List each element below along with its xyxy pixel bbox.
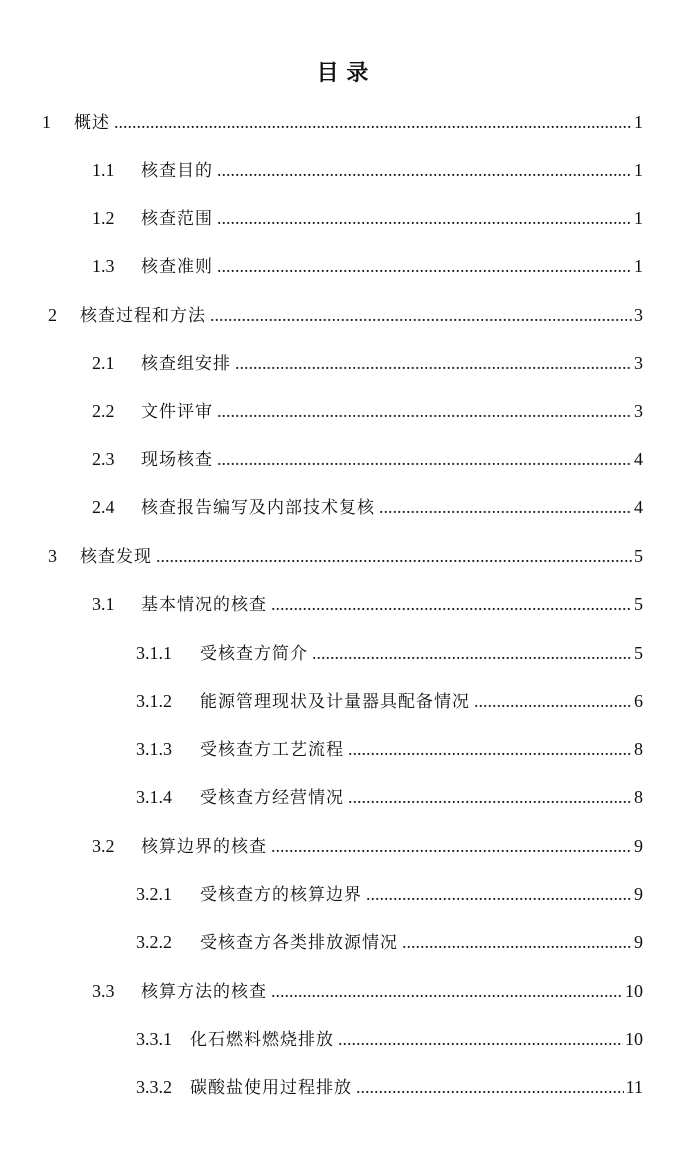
toc-leader-dots	[366, 882, 632, 906]
toc-entry-number: 2.2	[92, 401, 115, 421]
toc-entry-page: 5	[634, 643, 643, 663]
toc-entry[interactable]	[92, 254, 643, 278]
toc-leader-dots	[210, 303, 632, 327]
toc-entry[interactable]	[92, 399, 643, 423]
toc-entry[interactable]	[136, 737, 643, 761]
toc-entry-number: 3.2.2	[136, 932, 172, 952]
toc-entry-page: 1	[634, 256, 643, 276]
toc-entry[interactable]	[92, 447, 643, 471]
toc-leader-dots	[271, 979, 623, 1003]
toc-entry-label: 碳酸盐使用过程排放	[190, 1078, 352, 1098]
toc-entry-label: 能源管理现状及计量器具配备情况	[200, 692, 470, 712]
toc-entry-number: 2.4	[92, 497, 115, 517]
toc-entry-number: 2.1	[92, 353, 115, 373]
toc-entry-page: 10	[625, 981, 643, 1001]
toc-leader-dots	[356, 1075, 624, 1099]
toc-entry-page: 9	[634, 884, 643, 904]
toc-entry[interactable]	[136, 882, 643, 906]
toc-entry-label: 基本情况的核查	[141, 595, 267, 615]
toc-entry-label: 核查发现	[80, 547, 152, 567]
toc-entry[interactable]	[92, 351, 643, 375]
toc-entry-page: 5	[634, 594, 643, 614]
toc-leader-dots	[338, 1027, 623, 1051]
toc-entry-label: 受核查方各类排放源情况	[200, 933, 398, 953]
toc-entry[interactable]	[48, 303, 643, 327]
toc-entry[interactable]	[92, 592, 643, 616]
toc-entry[interactable]	[136, 1075, 643, 1099]
toc-entry-number: 1.3	[92, 256, 115, 276]
toc-entry[interactable]	[136, 930, 643, 954]
toc-entry-number: 3.3.2	[136, 1077, 172, 1097]
toc-entry-label: 化石燃料燃烧排放	[190, 1030, 334, 1050]
toc-leader-dots	[271, 592, 632, 616]
toc-entry-page: 4	[634, 449, 643, 469]
toc-entry[interactable]	[92, 158, 643, 182]
toc-entry-number: 3.1.1	[136, 643, 172, 663]
toc-leader-dots	[217, 447, 632, 471]
toc-leader-dots	[474, 689, 632, 713]
toc-entry-number: 1.2	[92, 208, 115, 228]
toc-entry[interactable]	[92, 206, 643, 230]
toc-entry[interactable]	[48, 544, 643, 568]
toc-entry-label: 核查准则	[141, 257, 213, 277]
toc-leader-dots	[348, 785, 632, 809]
toc-entry-page: 8	[634, 787, 643, 807]
toc-entry-number: 3.3.1	[136, 1029, 172, 1049]
toc-entry-label: 核查目的	[141, 161, 213, 181]
toc-entry[interactable]	[136, 1027, 643, 1051]
toc-entry-page: 8	[634, 739, 643, 759]
toc-entry-label: 核查报告编写及内部技术复核	[141, 498, 375, 518]
toc-entry-number: 3.1.4	[136, 787, 172, 807]
toc-entry-label: 受核查方经营情况	[200, 788, 344, 808]
toc-entry-page: 10	[625, 1029, 643, 1049]
toc-leader-dots	[402, 930, 632, 954]
toc-entry-page: 1	[634, 160, 643, 180]
toc-entry-page: 3	[634, 401, 643, 421]
toc-entry-number: 3.2.1	[136, 884, 172, 904]
toc-entry-number: 3.2	[92, 836, 115, 856]
toc-leader-dots	[312, 641, 632, 665]
toc-entry-label: 文件评审	[141, 402, 213, 422]
toc-leader-dots	[235, 351, 632, 375]
toc-entry[interactable]	[42, 110, 643, 134]
toc-entry-label: 核算方法的核查	[141, 982, 267, 1002]
toc-entry-label: 受核查方简介	[200, 644, 308, 664]
toc-entry-label: 核算边界的核查	[141, 837, 267, 857]
toc-entry-page: 3	[634, 353, 643, 373]
toc-entry[interactable]	[92, 834, 643, 858]
toc-entry-number: 2	[48, 305, 57, 325]
toc-entry-page: 9	[634, 932, 643, 952]
toc-entry-label: 现场核查	[141, 450, 213, 470]
toc-leader-dots	[217, 206, 632, 230]
toc-entry-page: 9	[634, 836, 643, 856]
toc-leader-dots	[114, 110, 632, 134]
toc-entry[interactable]	[136, 785, 643, 809]
toc-entry-page: 11	[625, 1077, 643, 1097]
toc-leader-dots	[379, 495, 632, 519]
toc-entry-label: 受核查方的核算边界	[200, 885, 362, 905]
toc-leader-dots	[217, 158, 632, 182]
toc-entry-label: 受核查方工艺流程	[200, 740, 344, 760]
toc-entry-page: 5	[634, 546, 643, 566]
toc-entry-page: 1	[634, 208, 643, 228]
toc-entry-label: 核查组安排	[141, 354, 231, 374]
toc-entry-number: 1	[42, 112, 51, 132]
toc-entry-label: 核查过程和方法	[80, 306, 206, 326]
toc-entry-label: 概述	[74, 113, 110, 133]
toc-entry-number: 3.1	[92, 594, 115, 614]
toc-entry[interactable]	[92, 979, 643, 1003]
toc-entry-label: 核查范围	[141, 209, 213, 229]
toc-entry-page: 4	[634, 497, 643, 517]
toc-entry-number: 1.1	[92, 160, 115, 180]
toc-leader-dots	[217, 399, 632, 423]
toc-entry[interactable]	[92, 495, 643, 519]
toc-leader-dots	[348, 737, 632, 761]
toc-title: 目 录	[316, 61, 369, 86]
toc-entry-page: 3	[634, 305, 643, 325]
toc-entry-page: 6	[634, 691, 643, 711]
toc-entry[interactable]	[136, 641, 643, 665]
toc-leader-dots	[271, 834, 632, 858]
toc-entry-number: 2.3	[92, 449, 115, 469]
toc-entry-number: 3.3	[92, 981, 115, 1001]
toc-leader-dots	[156, 544, 632, 568]
toc-entry-number: 3.1.3	[136, 739, 172, 759]
toc-entry-page: 1	[634, 112, 643, 132]
toc-entry[interactable]	[136, 689, 643, 713]
toc-leader-dots	[217, 254, 632, 278]
toc-entry-number: 3	[48, 546, 57, 566]
toc-entry-number: 3.1.2	[136, 691, 172, 711]
